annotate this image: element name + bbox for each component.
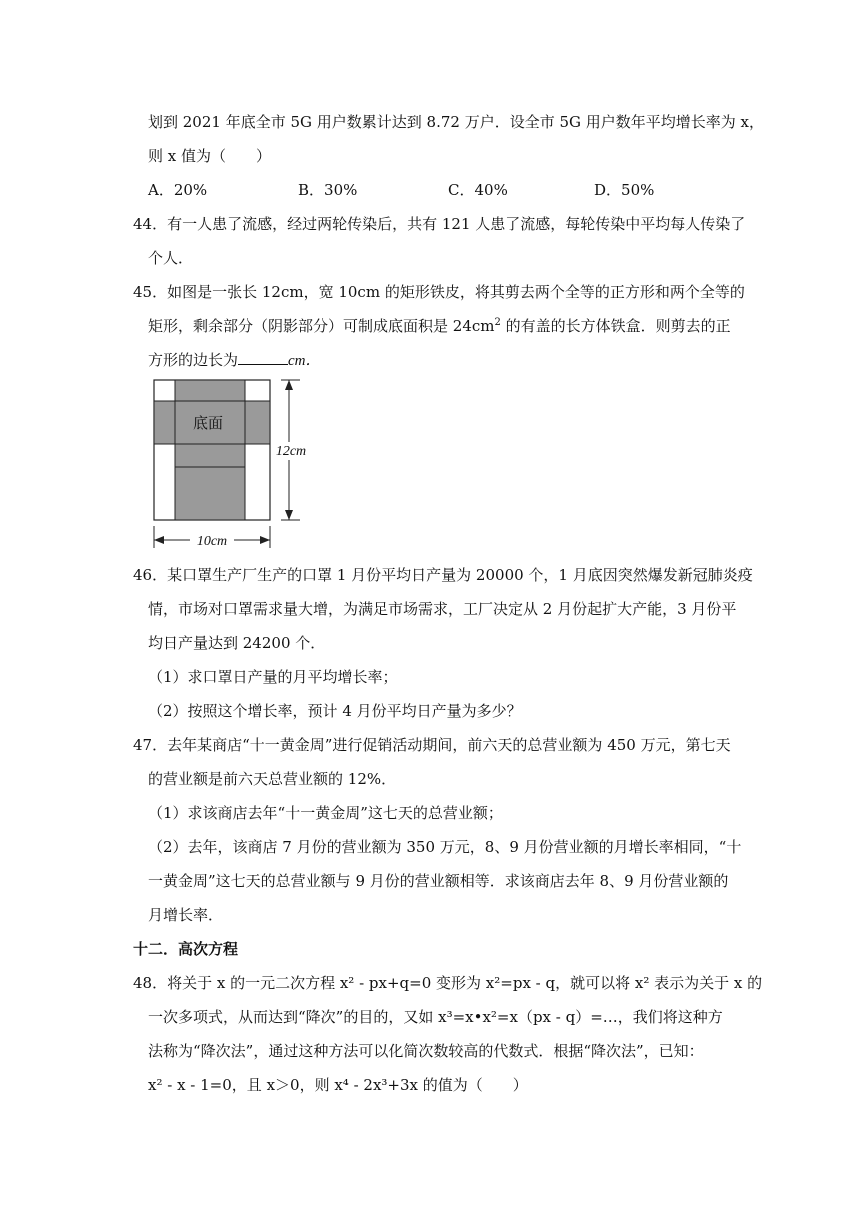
q45-line2: 矩形，剩余部分（阴影部分）可制成底面积是 $24cm^2$ 的有盖的长方体铁盒．则剪去的正 [148,317,731,335]
q48-line3: 法称为“降次法”，通过这种方法可以化简次数较高的代数式．根据“降次法”，已知： [148,1042,704,1060]
q48-line2: 一次多项式，从而达到“降次”的目的，又如 x³=x•x²=x（px - q）=…，我们将这种方 [148,1008,723,1026]
q47-line1: 47．去年某商店“十一黄金周”进行促销活动期间，前六天的总营业额为 450 万元，第七天 [133,736,731,754]
q46-sub2: （2）按照这个增长率，预计 4 月份平均日产量为多少？ [148,702,522,720]
q43-line2: 则 x 值为（ ） [148,147,271,165]
q43-line1: 划到 2021 年底全市 5G 用户数累计达到 8.72 万户．设全市 5G 用户数年平均增长率为 x， [148,113,764,131]
q47-sub2a: （2）去年，该商店 7 月份的营业额为 350 万元，8、9 月份营业额的月增长率相同，“十 [148,838,742,856]
q43-option-a: A．20% [148,181,208,199]
base-label: 底面 [192,414,224,432]
height-label: 12cm [275,444,307,459]
q46-line3: 均日产量达到 24200 个． [148,634,326,652]
q47-line2: 的营业额是前六天总营业额的 12%． [148,770,397,788]
q46-line1: 46．某口罩生产厂生产的口罩 1 月份平均日产量为 20000 个，1 月底因突然爆发新冠肺炎疫 [133,566,753,584]
q47-sub2c: 月增长率． [148,906,224,924]
section-heading: 十二．高次方程 [133,940,239,958]
answer-blank [238,350,288,365]
q46-line2: 情，市场对口罩需求量大增，为满足市场需求，工厂决定从 2 月份起扩大产能，3 月份平 [148,600,737,618]
q45-line3: 方形的边长为 cm． [148,351,321,369]
q43-option-b: B．30% [298,181,358,199]
q47-sub1: （1）求该商店去年“十一黄金周”这七天的总营业额； [148,804,503,822]
q44-line1: 44．有一人患了流感，经过两轮传染后，共有 121 人患了流感，每轮传染中平均每人传染了 [133,215,746,233]
sheet-diagram [148,374,318,554]
q44-line2: 个人． [148,249,194,267]
q46-sub1: （1）求口罩日产量的月平均增长率； [148,668,398,686]
q43-option-c: C．40% [448,181,508,199]
q48-line4: x² - x - 1=0，且 x＞0，则 x⁴ - 2x³+3x 的值为（ ） [148,1076,528,1094]
q48-line1: 48．将关于 x 的一元二次方程 x² - px+q=0 变形为 x²=px - q，就可以将 x² 表示为关于 x 的 [133,974,763,992]
q43-option-d: D．50% [594,181,655,199]
q45-line1: 45．如图是一张长 12cm，宽 10cm 的矩形铁皮，将其剪去两个全等的正方形和两个全等的 [133,283,745,301]
q47-sub2b: 一黄金周”这七天的总营业额与 9 月份的营业额相等．求该商店去年 8、9 月份营业额的 [148,872,729,890]
width-label: 10cm [196,534,228,549]
